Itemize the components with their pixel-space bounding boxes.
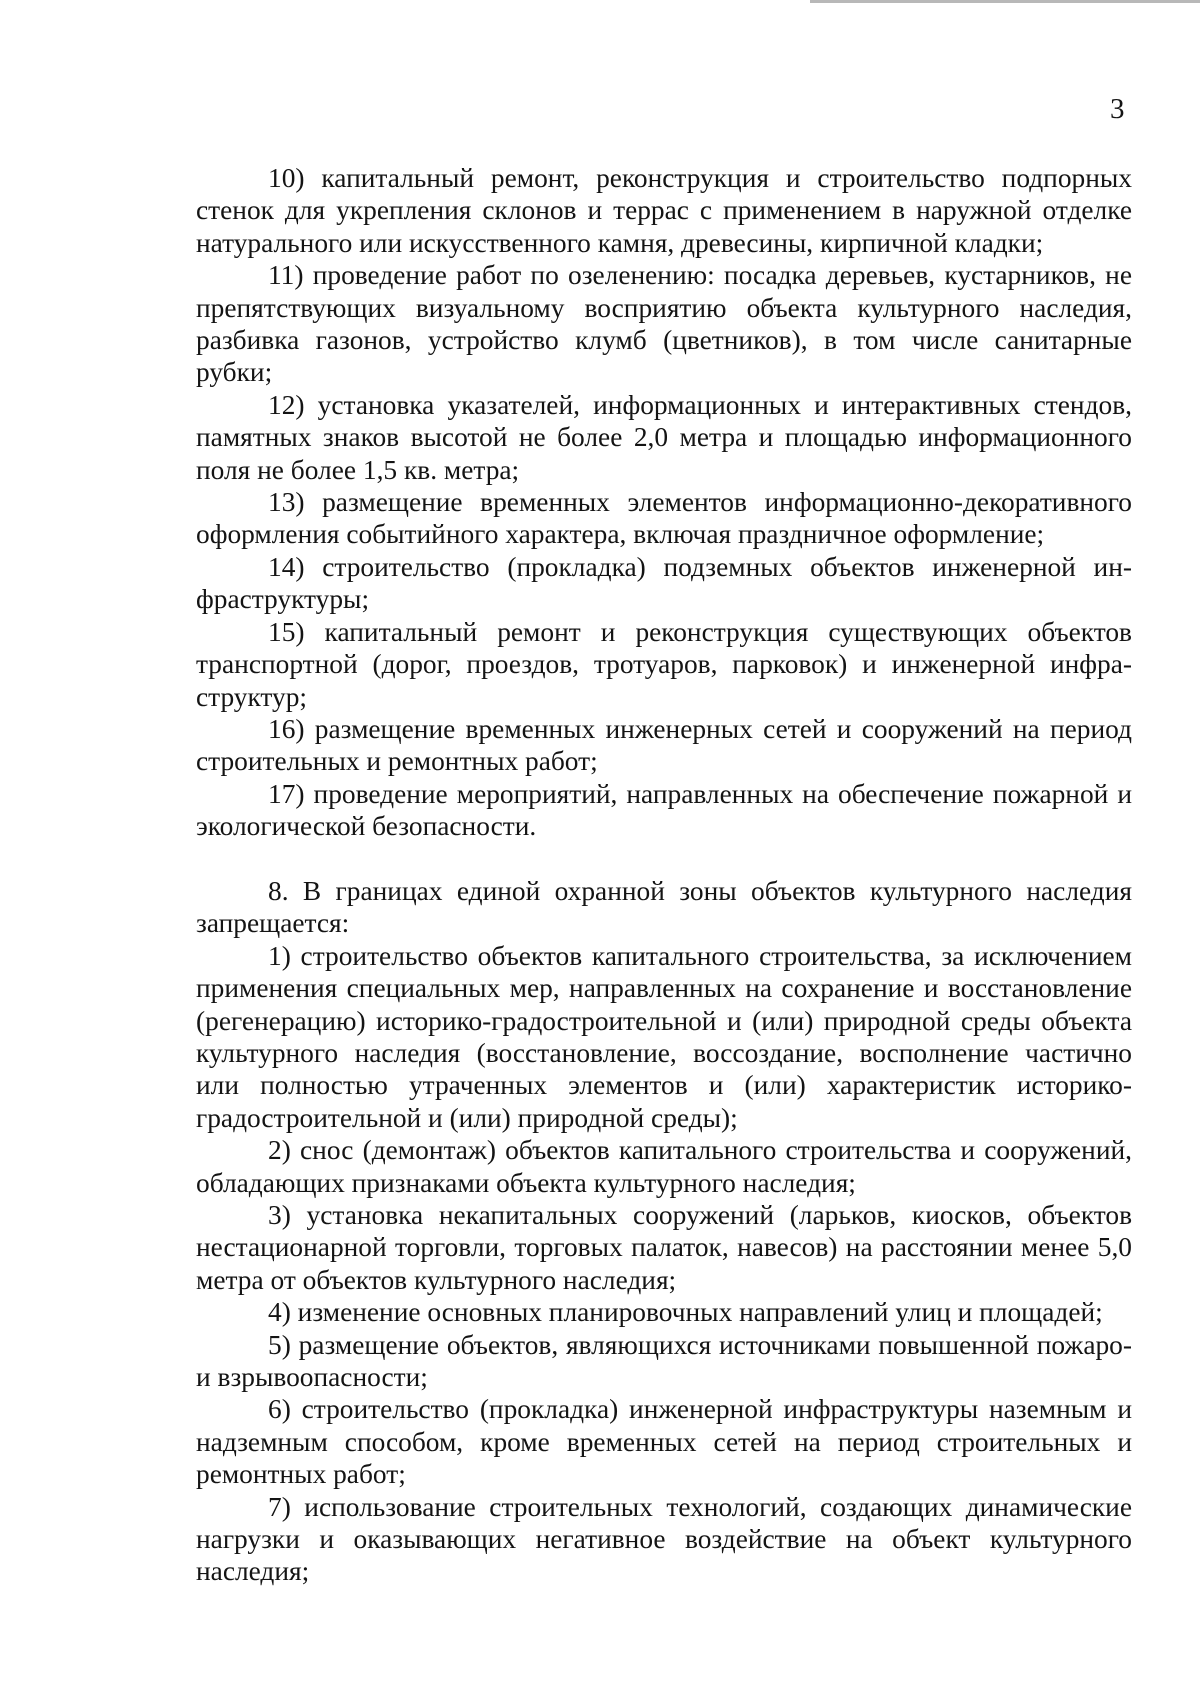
list-item-17: 17) проведение мероприятий, направленных на обеспечение пожарной и экологической безопасности. [196, 778, 1132, 842]
section-8-item-6: 6) строительство (прокладка) инженерной инфраструктуры наземным и надземным способом, кроме временных сетей на период строительных и ремонтных работ; [196, 1394, 1132, 1490]
scan-top-edge [810, 0, 1200, 3]
section-8-item-5: 5) размещение объектов, являющихся источниками повышенной пожаро- и взрывоопасности; [196, 1329, 1132, 1393]
list-item-14: 14) строительство (прокладка) подземных объектов инженерной инфраструктуры; [196, 551, 1132, 615]
list-item-11: 11) проведение работ по озеленению: посадка деревьев, кустарников, не препятствующих визуальному восприятию объекта культурного наследия, разбивка газонов, устройство клумб (цветников), в том числе санитарные рубки; [196, 260, 1132, 388]
section-8-item-3: 3) установка некапитальных сооружений (ларьков, киосков, объектов нестационарной торговли, торговых палаток, навесов) на расстоянии менее 5,0 метра от объектов культурного наследия; [196, 1199, 1132, 1295]
list-item-12: 12) установка указателей, информационных и интерактивных стендов, памятных знаков высотой не более 2,0 метра и площадью информационного поля не более 1,5 кв. метра; [196, 389, 1132, 485]
page-number: 3 [1110, 93, 1125, 125]
list-item-13: 13) размещение временных элементов информационно-декоративного оформления событийного характера, включая праздничное оформление; [196, 487, 1132, 550]
list-item-15: 15) капитальный ремонт и реконструкция существующих объектов транспортной (дорог, проездов, тротуаров, парковок) и инженерной инфраструктур; [196, 616, 1132, 712]
list-item-10: 10) капитальный ремонт, реконструкция и строительство подпорных стенок для укрепления склонов и террас с применением в наружной отделке натурального или искусственного камня, древесины, кирпичной кладки; [196, 163, 1132, 258]
section-8-item-2: 2) снос (демонтаж) объектов капитального строительства и сооружений, обладающих признаками объекта культурного наследия; [196, 1135, 1132, 1198]
section-8-item-4: 4) изменение основных планировочных направлений улиц и площадей; [268, 1297, 1103, 1328]
section-8-item-7: 7) использование строительных технологий, создающих динамические нагрузки и оказывающих негативное воздействие на объект культурного наследия; [196, 1491, 1132, 1587]
section-8-heading: 8. В границах единой охранной зоны объектов культурного наследия запрещается: [196, 875, 1132, 939]
section-8-item-1: 1) строительство объектов капитального строительства, за исключением применения специальных мер, направленных на сохранение и восстановление (регенерацию) историко-градостроительной и (или) природной среды объекта культурного наследия (восстановление, воссоздание, восполнение частично или полностью утраченных элементов и (или) характеристик историко-градостроительной и (или) природной среды); [196, 940, 1132, 1133]
list-item-16: 16) размещение временных инженерных сетей и сооружений на период строительных и ремонтных работ; [196, 713, 1132, 777]
document-body [196, 162, 1132, 1588]
